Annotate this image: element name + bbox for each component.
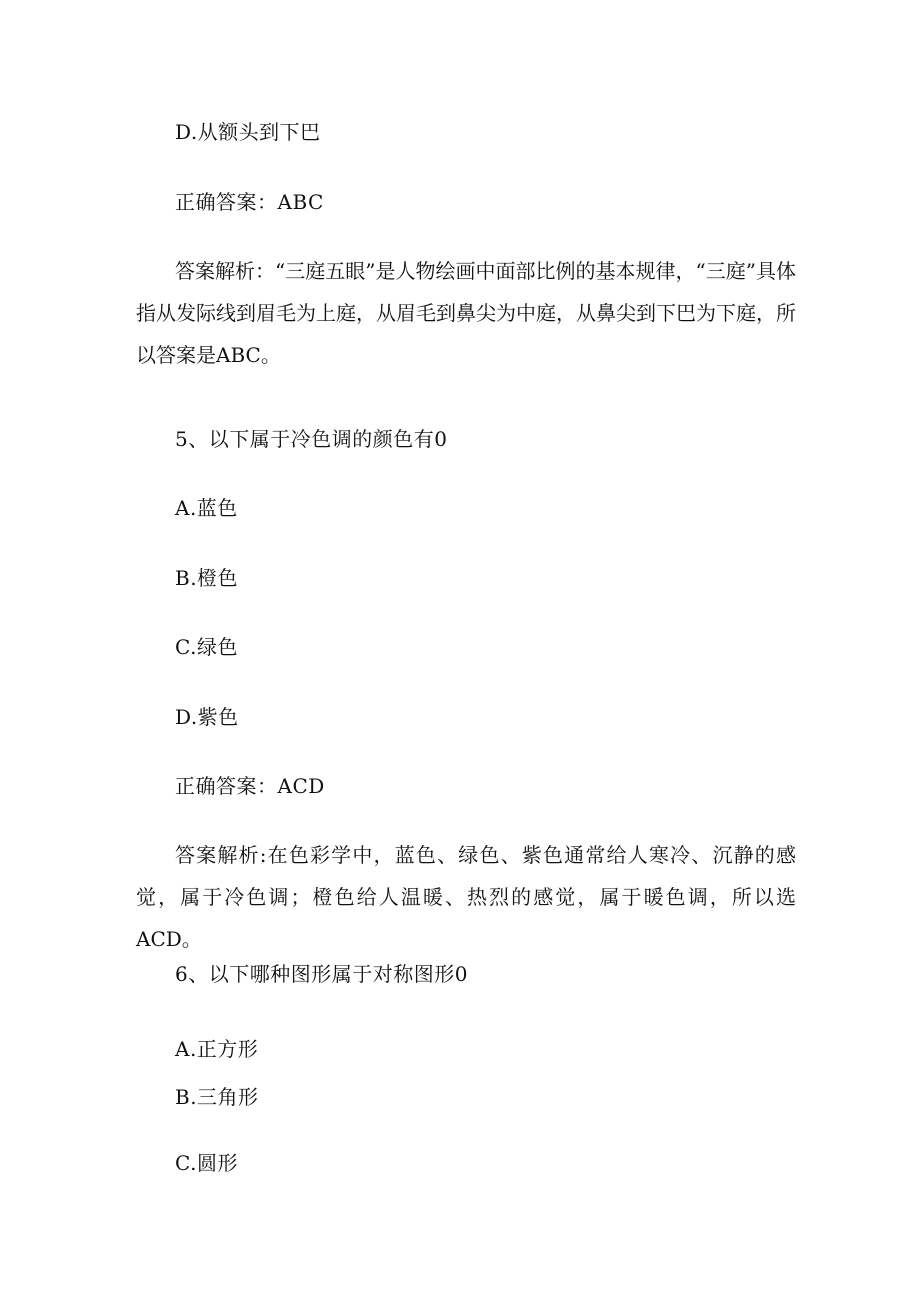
- q6-question: 6、以下哪种图形属于对称图形0: [175, 962, 468, 986]
- q5-option-a: A.蓝色: [175, 496, 238, 520]
- q4-option-d: D.从额头到下巴: [175, 120, 321, 144]
- q4-analysis: 答案解析：“三庭五眼”是人物绘画中面部比例的基本规律，“三庭”具体指从发际线到眉毛为上庭，从眉毛到鼻尖为中庭，从鼻尖到下巴为下庭，所以答案是ABC。: [136, 259, 796, 367]
- q4-answer: 正确答案：ABC: [175, 190, 324, 214]
- q6-option-a: A.正方形: [175, 1037, 259, 1061]
- q5-option-d: D.紫色: [175, 705, 239, 729]
- q5-analysis: 答案解析:在色彩学中，蓝色、绿色、紫色通常给人寒冷、沉静的感觉，属于冷色调；橙色给人温暖、热烈的感觉，属于暖色调，所以选ACD。: [136, 843, 796, 951]
- q5-option-b: B.橙色: [175, 566, 239, 590]
- q5-option-c: C.绿色: [175, 635, 238, 659]
- q5-answer: 正确答案：ACD: [175, 774, 325, 798]
- q5-question: 5、以下属于冷色调的颜色有0: [175, 427, 448, 451]
- q6-option-b: B.三角形: [175, 1085, 259, 1109]
- q6-option-c: C.圆形: [175, 1151, 238, 1175]
